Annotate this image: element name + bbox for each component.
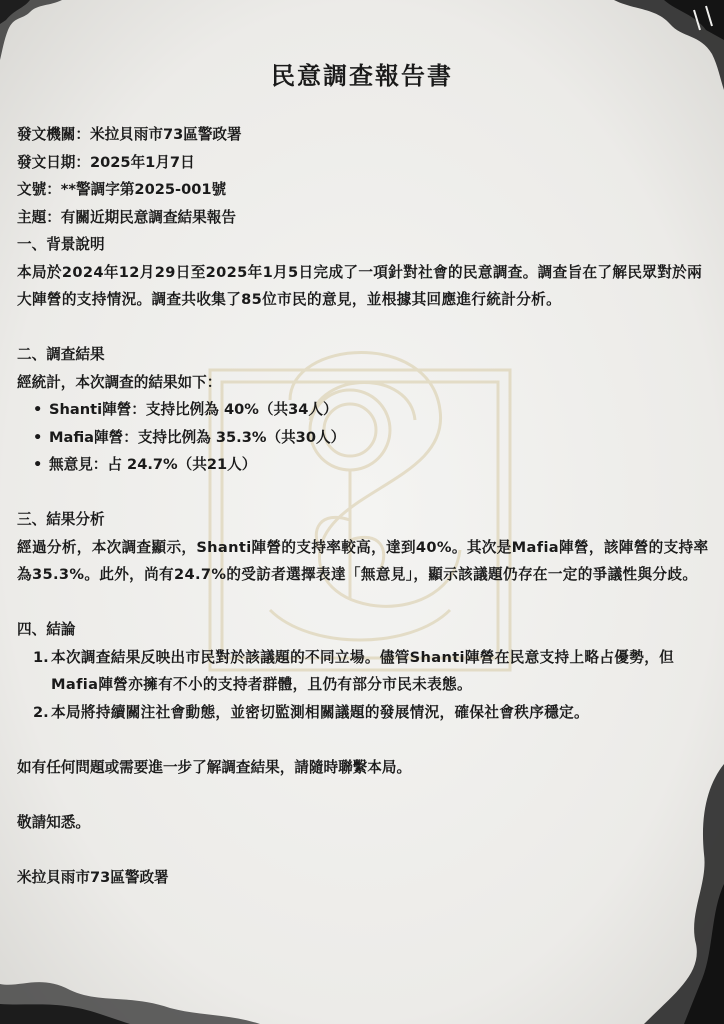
section-heading-results: 二、調查結果: [17, 346, 105, 363]
list-number: 2.: [33, 703, 49, 721]
list-item: • Shanti陣營：支持比例為 40%（共34人）: [49, 396, 711, 424]
contact-line: 如有任何問題或需要進一步了解調查結果，請隨時聯繫本局。: [17, 758, 412, 776]
section-heading-conclusion: 四、結論: [17, 621, 76, 638]
spacer: [17, 589, 711, 617]
list-item: [33, 644, 711, 699]
background-paragraph: 本局於2024年12月29日至2025年1月5日完成了一項針對社會的民意調查。調查旨在了解民眾對於兩大陣營的支持情況。調查共收集了85位市民的意見，並根據其回應進行統計分析。: [17, 263, 703, 308]
spacer: [17, 781, 711, 809]
spacer: [17, 314, 711, 342]
analysis-paragraph: 經過分析，本次調查顯示，Shanti陣營的支持率較高，達到40%。其次是Mafia陣營，該陣營的支持率為35.3%。此外，尚有24.7%的受訪者選擇表達「無意見」，顯示該議題仍存在一定的爭議性與分歧。: [17, 538, 709, 583]
list-item: • 無意見：占 24.7%（共21人）: [49, 451, 711, 479]
section-heading-analysis: 三、結果分析: [17, 511, 105, 528]
list-number: 1.: [33, 648, 49, 666]
list-text: 本次調查結果反映出市民對於該議題的不同立場。儘管Shanti陣營在民意支持上略占優勢，但Mafia陣營亦擁有不小的支持者群體，且仍有部分市民未表態。: [51, 648, 675, 693]
spacer: [17, 836, 711, 864]
bottom-left-ink-splatter: [0, 944, 260, 1024]
issuer-line: 發文機關：米拉貝雨市73區警政署: [17, 126, 242, 143]
signature-line: 米拉貝雨市73區警政署: [17, 868, 169, 886]
subject-line: 主題：有關近期民意調查結果報告: [17, 208, 236, 226]
spacer: [17, 726, 711, 754]
list-item: [33, 699, 711, 727]
results-list: [17, 396, 711, 479]
list-item: • Mafia陣營：支持比例為 35.3%（共30人）: [49, 424, 711, 452]
regards-line: 敬請知悉。: [17, 813, 90, 831]
document-number-line: 文號：**警調字第2025-001號: [17, 181, 227, 198]
conclusion-list: [17, 644, 711, 727]
section-heading-background: 一、背景說明: [17, 236, 105, 253]
document-body: [17, 121, 711, 891]
list-text: 本局將持續關注社會動態，並密切監測相關議題的發展情況，確保社會秩序穩定。: [51, 703, 589, 721]
spacer: [17, 479, 711, 507]
results-intro: 經統計，本次調查的結果如下：: [17, 373, 222, 391]
date-line: 發文日期：2025年1月7日: [17, 153, 195, 171]
document-title: 民意調查報告書: [271, 61, 453, 90]
